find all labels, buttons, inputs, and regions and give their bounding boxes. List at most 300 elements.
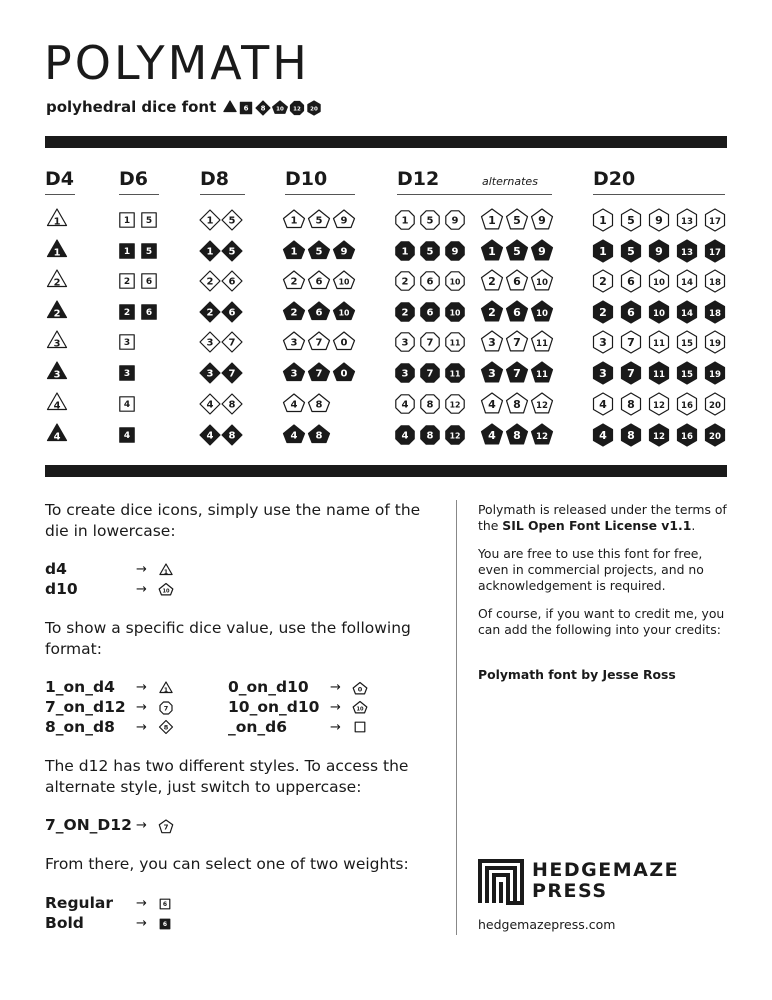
die-value: 11 <box>449 369 461 379</box>
example-d4-icon <box>160 682 172 694</box>
die-value: 9 <box>451 246 459 258</box>
die-d12-alternate <box>507 424 528 444</box>
die-value: 3 <box>206 368 214 380</box>
die-d12-alternate <box>532 424 553 444</box>
die-d12-alternate <box>482 424 503 444</box>
die-value: 17 <box>709 216 721 227</box>
die-d20 <box>650 270 669 292</box>
die-d10 <box>334 363 355 381</box>
die-d20 <box>650 393 669 415</box>
die-value: 7 <box>426 337 434 349</box>
arrow-icon: → <box>330 720 341 735</box>
publisher-url[interactable]: hedgemazepress.com <box>478 917 616 932</box>
die-value: 3 <box>401 368 409 380</box>
die-d20 <box>594 209 613 231</box>
die-value: 8 <box>315 430 323 442</box>
die-value: 1 <box>123 247 131 258</box>
die-value: 6 <box>162 921 168 929</box>
die-d6 <box>120 213 134 227</box>
die-value: 8 <box>426 430 434 442</box>
die-value: 1 <box>599 244 607 258</box>
die-value: 11 <box>653 369 665 380</box>
arrow-icon: → <box>136 720 147 735</box>
die-d20 <box>650 424 669 446</box>
die-value: 10 <box>536 308 548 319</box>
die-shape <box>355 722 365 732</box>
die-value: 5 <box>228 246 236 258</box>
die-value: 6 <box>627 305 635 319</box>
die-value: 1 <box>488 213 496 227</box>
die-value: 4 <box>488 428 496 442</box>
die-d6 <box>120 366 134 380</box>
die-d10 <box>334 241 355 259</box>
subtitle-d12-icon <box>291 102 304 115</box>
example-d12-alternate-icon <box>159 820 172 833</box>
die-value: 7 <box>627 335 635 349</box>
header-d20: D20 <box>593 168 636 190</box>
die-d6 <box>120 305 134 319</box>
die-value: 6 <box>145 277 153 288</box>
die-value: 12 <box>653 431 665 442</box>
subtitle-d4-icon <box>224 101 236 112</box>
instruction-paragraph-1: To create dice icons, simply use the name of the die in lowercase: <box>45 501 421 540</box>
die-value: 5 <box>228 215 236 227</box>
die-d20 <box>650 362 669 384</box>
die-d12 <box>396 395 414 413</box>
die-d12-alternate <box>532 393 553 413</box>
die-value: 1 <box>599 213 607 227</box>
die-d12 <box>446 395 464 413</box>
die-value: 2 <box>123 277 131 288</box>
die-value: 16 <box>681 431 693 442</box>
die-d12 <box>421 211 439 229</box>
dice-grid <box>0 200 772 450</box>
die-d20 <box>622 270 641 292</box>
die-value: 8 <box>315 399 323 411</box>
die-d4 <box>48 331 67 350</box>
die-d12 <box>446 211 464 229</box>
die-value: 3 <box>123 338 131 349</box>
die-value: 4 <box>206 399 214 411</box>
die-value: 1 <box>290 215 298 227</box>
die-value: 5 <box>315 215 323 227</box>
die-d12 <box>396 211 414 229</box>
example-code: _on_d6 <box>228 718 288 736</box>
die-value: 4 <box>290 430 298 442</box>
die-d6 <box>142 305 156 319</box>
die-value: 5 <box>513 213 521 227</box>
die-d12 <box>396 242 414 260</box>
die-d8 <box>200 425 220 445</box>
die-d6 <box>120 397 134 411</box>
die-value: 5 <box>426 246 434 258</box>
die-value: 7 <box>163 704 169 713</box>
die-d12-alternate <box>482 209 503 229</box>
die-d10 <box>309 271 330 289</box>
die-value: 7 <box>228 368 236 380</box>
die-value: 6 <box>426 276 434 288</box>
die-d6 <box>142 274 156 288</box>
die-value: 11 <box>536 338 548 349</box>
free-use-paragraph: You are free to use this font for free, even in commercial projects, and no acknowledgement is required. <box>478 546 704 593</box>
die-d8 <box>222 241 242 261</box>
die-d20 <box>594 270 613 292</box>
column-divider <box>456 500 457 935</box>
die-value: 17 <box>709 247 721 258</box>
die-value: 6 <box>315 276 323 288</box>
die-value: 8 <box>260 104 266 113</box>
die-value: 5 <box>513 244 521 258</box>
die-d10 <box>284 302 305 320</box>
die-value: 1 <box>163 686 169 694</box>
subtitle-d6-icon <box>240 102 251 113</box>
die-value: 5 <box>315 246 323 258</box>
die-value: 6 <box>426 307 434 319</box>
die-value: 20 <box>709 400 721 411</box>
die-value: 6 <box>228 276 236 288</box>
die-value: 10 <box>338 308 350 318</box>
header-d6-underline <box>119 194 159 195</box>
die-d10 <box>309 241 330 259</box>
die-d20 <box>706 362 725 384</box>
die-d10 <box>284 210 305 228</box>
arrow-icon: → <box>136 916 147 931</box>
instruction-paragraph-2: To show a specific dice value, use the following format: <box>45 619 411 658</box>
die-value: 2 <box>53 308 61 320</box>
die-d6 <box>120 335 134 349</box>
arrow-icon: → <box>136 818 147 833</box>
die-value: 12 <box>536 431 548 442</box>
die-d20 <box>622 331 641 353</box>
die-d20 <box>706 331 725 353</box>
die-d8 <box>200 302 220 322</box>
die-value: 1 <box>290 246 298 258</box>
die-d10 <box>309 210 330 228</box>
die-d8 <box>222 210 242 230</box>
die-value: 9 <box>340 215 348 227</box>
die-d4 <box>48 362 67 381</box>
die-value: 10 <box>536 277 548 288</box>
die-d8 <box>200 241 220 261</box>
die-d12 <box>421 242 439 260</box>
die-d20 <box>622 393 641 415</box>
die-value: 3 <box>599 366 607 380</box>
die-value: 2 <box>123 308 131 319</box>
die-d4 <box>48 393 67 412</box>
die-value: 20 <box>709 431 721 442</box>
die-d20 <box>594 362 613 384</box>
die-d20 <box>594 331 613 353</box>
bottom-divider <box>45 465 727 477</box>
page-title <box>44 36 310 90</box>
die-value: 10 <box>449 308 461 318</box>
die-shape <box>224 101 236 112</box>
die-d10 <box>334 210 355 228</box>
die-d6 <box>120 428 134 442</box>
die-value: 8 <box>163 723 169 732</box>
die-d12-alternate <box>532 270 553 290</box>
die-value: 10 <box>338 277 350 287</box>
die-d20 <box>650 240 669 262</box>
example-code: 7_on_d12 <box>45 698 126 716</box>
die-value: 7 <box>513 366 521 380</box>
die-d10 <box>284 363 305 381</box>
license-text: Polymath is released under the terms of the <box>478 502 727 533</box>
die-d10 <box>284 394 305 412</box>
die-value: 1 <box>163 568 169 576</box>
hedgemaze-maze-logo <box>478 859 524 905</box>
die-d12 <box>396 364 414 382</box>
die-value: 2 <box>206 307 214 319</box>
die-value: 4 <box>290 399 298 411</box>
die-value: 10 <box>356 706 364 713</box>
die-value: 4 <box>53 400 61 412</box>
die-value: 1 <box>123 216 131 227</box>
header-d8: D8 <box>200 168 229 190</box>
title-text: POLYMATH <box>44 36 310 90</box>
arrow-icon: → <box>330 700 341 715</box>
die-value: 3 <box>599 335 607 349</box>
die-d8 <box>222 302 242 322</box>
die-value: 13 <box>681 247 693 258</box>
die-d6 <box>142 244 156 258</box>
die-value: 9 <box>655 213 663 227</box>
subtitle-d10-icon <box>273 101 288 113</box>
die-value: 16 <box>681 400 693 411</box>
die-d20 <box>706 393 725 415</box>
die-value: 8 <box>627 428 635 442</box>
die-d12-alternate <box>532 240 553 260</box>
die-value: 9 <box>538 244 546 258</box>
die-value: 4 <box>599 397 607 411</box>
license-period: . <box>691 518 696 533</box>
die-d12-alternate <box>482 331 503 351</box>
die-d12 <box>421 395 439 413</box>
example-d10-icon <box>353 702 367 713</box>
license-name: SIL Open Font License v1.1 <box>502 518 692 533</box>
header-d8-underline <box>200 194 245 195</box>
die-d10 <box>334 271 355 289</box>
arrow-icon: → <box>136 582 147 597</box>
die-value: 18 <box>709 308 721 319</box>
subtitle: polyhedral dice font <box>46 98 217 116</box>
die-value: 15 <box>681 369 693 380</box>
die-value: 0 <box>340 368 348 380</box>
die-value: 12 <box>536 400 548 411</box>
die-d20 <box>622 209 641 231</box>
die-d8 <box>200 332 220 352</box>
die-value: 2 <box>488 274 496 288</box>
example-code: d4 <box>45 560 67 578</box>
header-d12-underline <box>397 194 552 195</box>
die-d12-alternate <box>532 209 553 229</box>
die-value: 7 <box>315 368 323 380</box>
die-value: 19 <box>709 369 721 380</box>
die-d12-alternate <box>482 270 503 290</box>
die-d12-alternate <box>532 362 553 382</box>
die-value: 6 <box>243 104 249 113</box>
die-d12 <box>421 272 439 290</box>
header-d10: D10 <box>285 168 328 190</box>
die-value: 2 <box>599 274 607 288</box>
die-d20 <box>594 301 613 323</box>
die-d8 <box>200 271 220 291</box>
die-d12 <box>421 426 439 444</box>
die-d10 <box>309 332 330 350</box>
die-d20 <box>678 209 697 231</box>
die-value: 7 <box>426 368 434 380</box>
die-value: 20 <box>310 106 318 113</box>
die-value: 7 <box>513 335 521 349</box>
die-d20 <box>706 209 725 231</box>
die-value: 2 <box>401 276 409 288</box>
example-bold-icon <box>160 919 170 929</box>
die-d8 <box>200 210 220 230</box>
arrow-icon: → <box>136 680 147 695</box>
die-value: 3 <box>488 335 496 349</box>
die-d20 <box>594 240 613 262</box>
die-value: 14 <box>681 308 693 319</box>
die-d12-alternate <box>482 393 503 413</box>
die-value: 2 <box>206 276 214 288</box>
die-d12 <box>446 303 464 321</box>
die-d20 <box>594 424 613 446</box>
die-value: 4 <box>401 430 409 442</box>
die-value: 13 <box>681 216 693 227</box>
die-value: 4 <box>123 431 131 442</box>
die-d4 <box>48 240 67 259</box>
arrow-icon: → <box>136 562 147 577</box>
die-value: 5 <box>145 216 153 227</box>
die-value: 12 <box>449 431 461 441</box>
die-value: 2 <box>401 307 409 319</box>
die-d12-alternate <box>482 362 503 382</box>
example-code: 10_on_d10 <box>228 698 320 716</box>
die-d12-alternate <box>482 240 503 260</box>
header-d6: D6 <box>119 168 148 190</box>
die-d12-alternate <box>507 209 528 229</box>
example-regular-icon <box>160 899 170 909</box>
die-value: 7 <box>228 337 236 349</box>
die-d12 <box>421 303 439 321</box>
credit-line: Polymath font by Jesse Ross <box>478 667 676 682</box>
example-code: 7_ON_D12 <box>45 816 132 834</box>
die-value: 12 <box>449 400 461 410</box>
die-d20 <box>678 301 697 323</box>
example-d10-icon <box>353 683 367 694</box>
die-d6 <box>142 213 156 227</box>
header-d4: D4 <box>45 168 74 190</box>
die-d4 <box>48 301 67 320</box>
subtitle-d20-icon <box>308 101 320 115</box>
die-d8 <box>222 332 242 352</box>
die-d20 <box>678 424 697 446</box>
die-value: 2 <box>488 305 496 319</box>
die-d20 <box>650 331 669 353</box>
die-d20 <box>650 209 669 231</box>
die-d10 <box>309 394 330 412</box>
example-code: d10 <box>45 580 78 598</box>
publisher-name-line2: PRESS <box>532 880 608 902</box>
die-value: 4 <box>401 399 409 411</box>
die-value: 12 <box>293 106 301 113</box>
die-d20 <box>622 301 641 323</box>
example-code: Regular <box>45 894 113 912</box>
die-d20 <box>706 270 725 292</box>
credit-paragraph: Of course, if you want to credit me, you can add the following into your credits: <box>478 606 725 637</box>
die-value: 7 <box>627 366 635 380</box>
die-d12 <box>446 426 464 444</box>
die-value: 4 <box>488 397 496 411</box>
header-d10-underline <box>285 194 355 195</box>
example-code: 8_on_d8 <box>45 718 115 736</box>
die-d12-alternate <box>532 301 553 321</box>
die-value: 2 <box>290 276 298 288</box>
die-value: 19 <box>709 338 721 349</box>
die-d8 <box>222 363 242 383</box>
die-value: 18 <box>709 277 721 288</box>
example-d10-icon <box>159 584 173 595</box>
die-value: 8 <box>627 397 635 411</box>
example-d4-icon <box>160 564 172 576</box>
alternates-label: alternates <box>482 175 538 188</box>
die-value: 1 <box>206 246 214 258</box>
die-value: 3 <box>290 368 298 380</box>
die-value: 9 <box>538 213 546 227</box>
die-d12-alternate <box>532 331 553 351</box>
arrow-icon: → <box>136 700 147 715</box>
die-value: 7 <box>315 337 323 349</box>
die-value: 11 <box>653 338 665 349</box>
die-value: 2 <box>290 307 298 319</box>
die-value: 10 <box>276 106 284 113</box>
die-d20 <box>622 240 641 262</box>
die-value: 1 <box>53 247 61 259</box>
die-d12 <box>446 272 464 290</box>
die-d10 <box>309 363 330 381</box>
die-d20 <box>622 424 641 446</box>
die-d12-alternate <box>482 301 503 321</box>
die-value: 5 <box>627 244 635 258</box>
die-d20 <box>678 331 697 353</box>
die-d10 <box>284 271 305 289</box>
header-d20-underline <box>593 194 725 195</box>
header-d12: D12 <box>397 168 440 190</box>
die-d12 <box>396 333 414 351</box>
subtitle-dice-icons <box>222 100 332 116</box>
die-d4 <box>48 424 67 443</box>
die-value: 6 <box>513 305 521 319</box>
die-value: 3 <box>206 337 214 349</box>
license-paragraph <box>478 502 728 534</box>
die-d8 <box>200 363 220 383</box>
die-d10 <box>284 425 305 443</box>
die-value: 10 <box>162 588 170 595</box>
die-value: 4 <box>599 428 607 442</box>
die-value: 6 <box>315 307 323 319</box>
header-d4-underline <box>45 194 75 195</box>
instruction-paragraph-3: The d12 has two different styles. To access the alternate style, just switch to uppercase: <box>45 757 409 796</box>
arrow-icon: → <box>136 896 147 911</box>
die-d20 <box>622 362 641 384</box>
die-d8 <box>222 425 242 445</box>
die-value: 9 <box>655 244 663 258</box>
die-d20 <box>678 240 697 262</box>
publisher-name <box>532 860 679 902</box>
die-d8 <box>222 271 242 291</box>
die-d6 <box>120 274 134 288</box>
die-d12 <box>446 242 464 260</box>
